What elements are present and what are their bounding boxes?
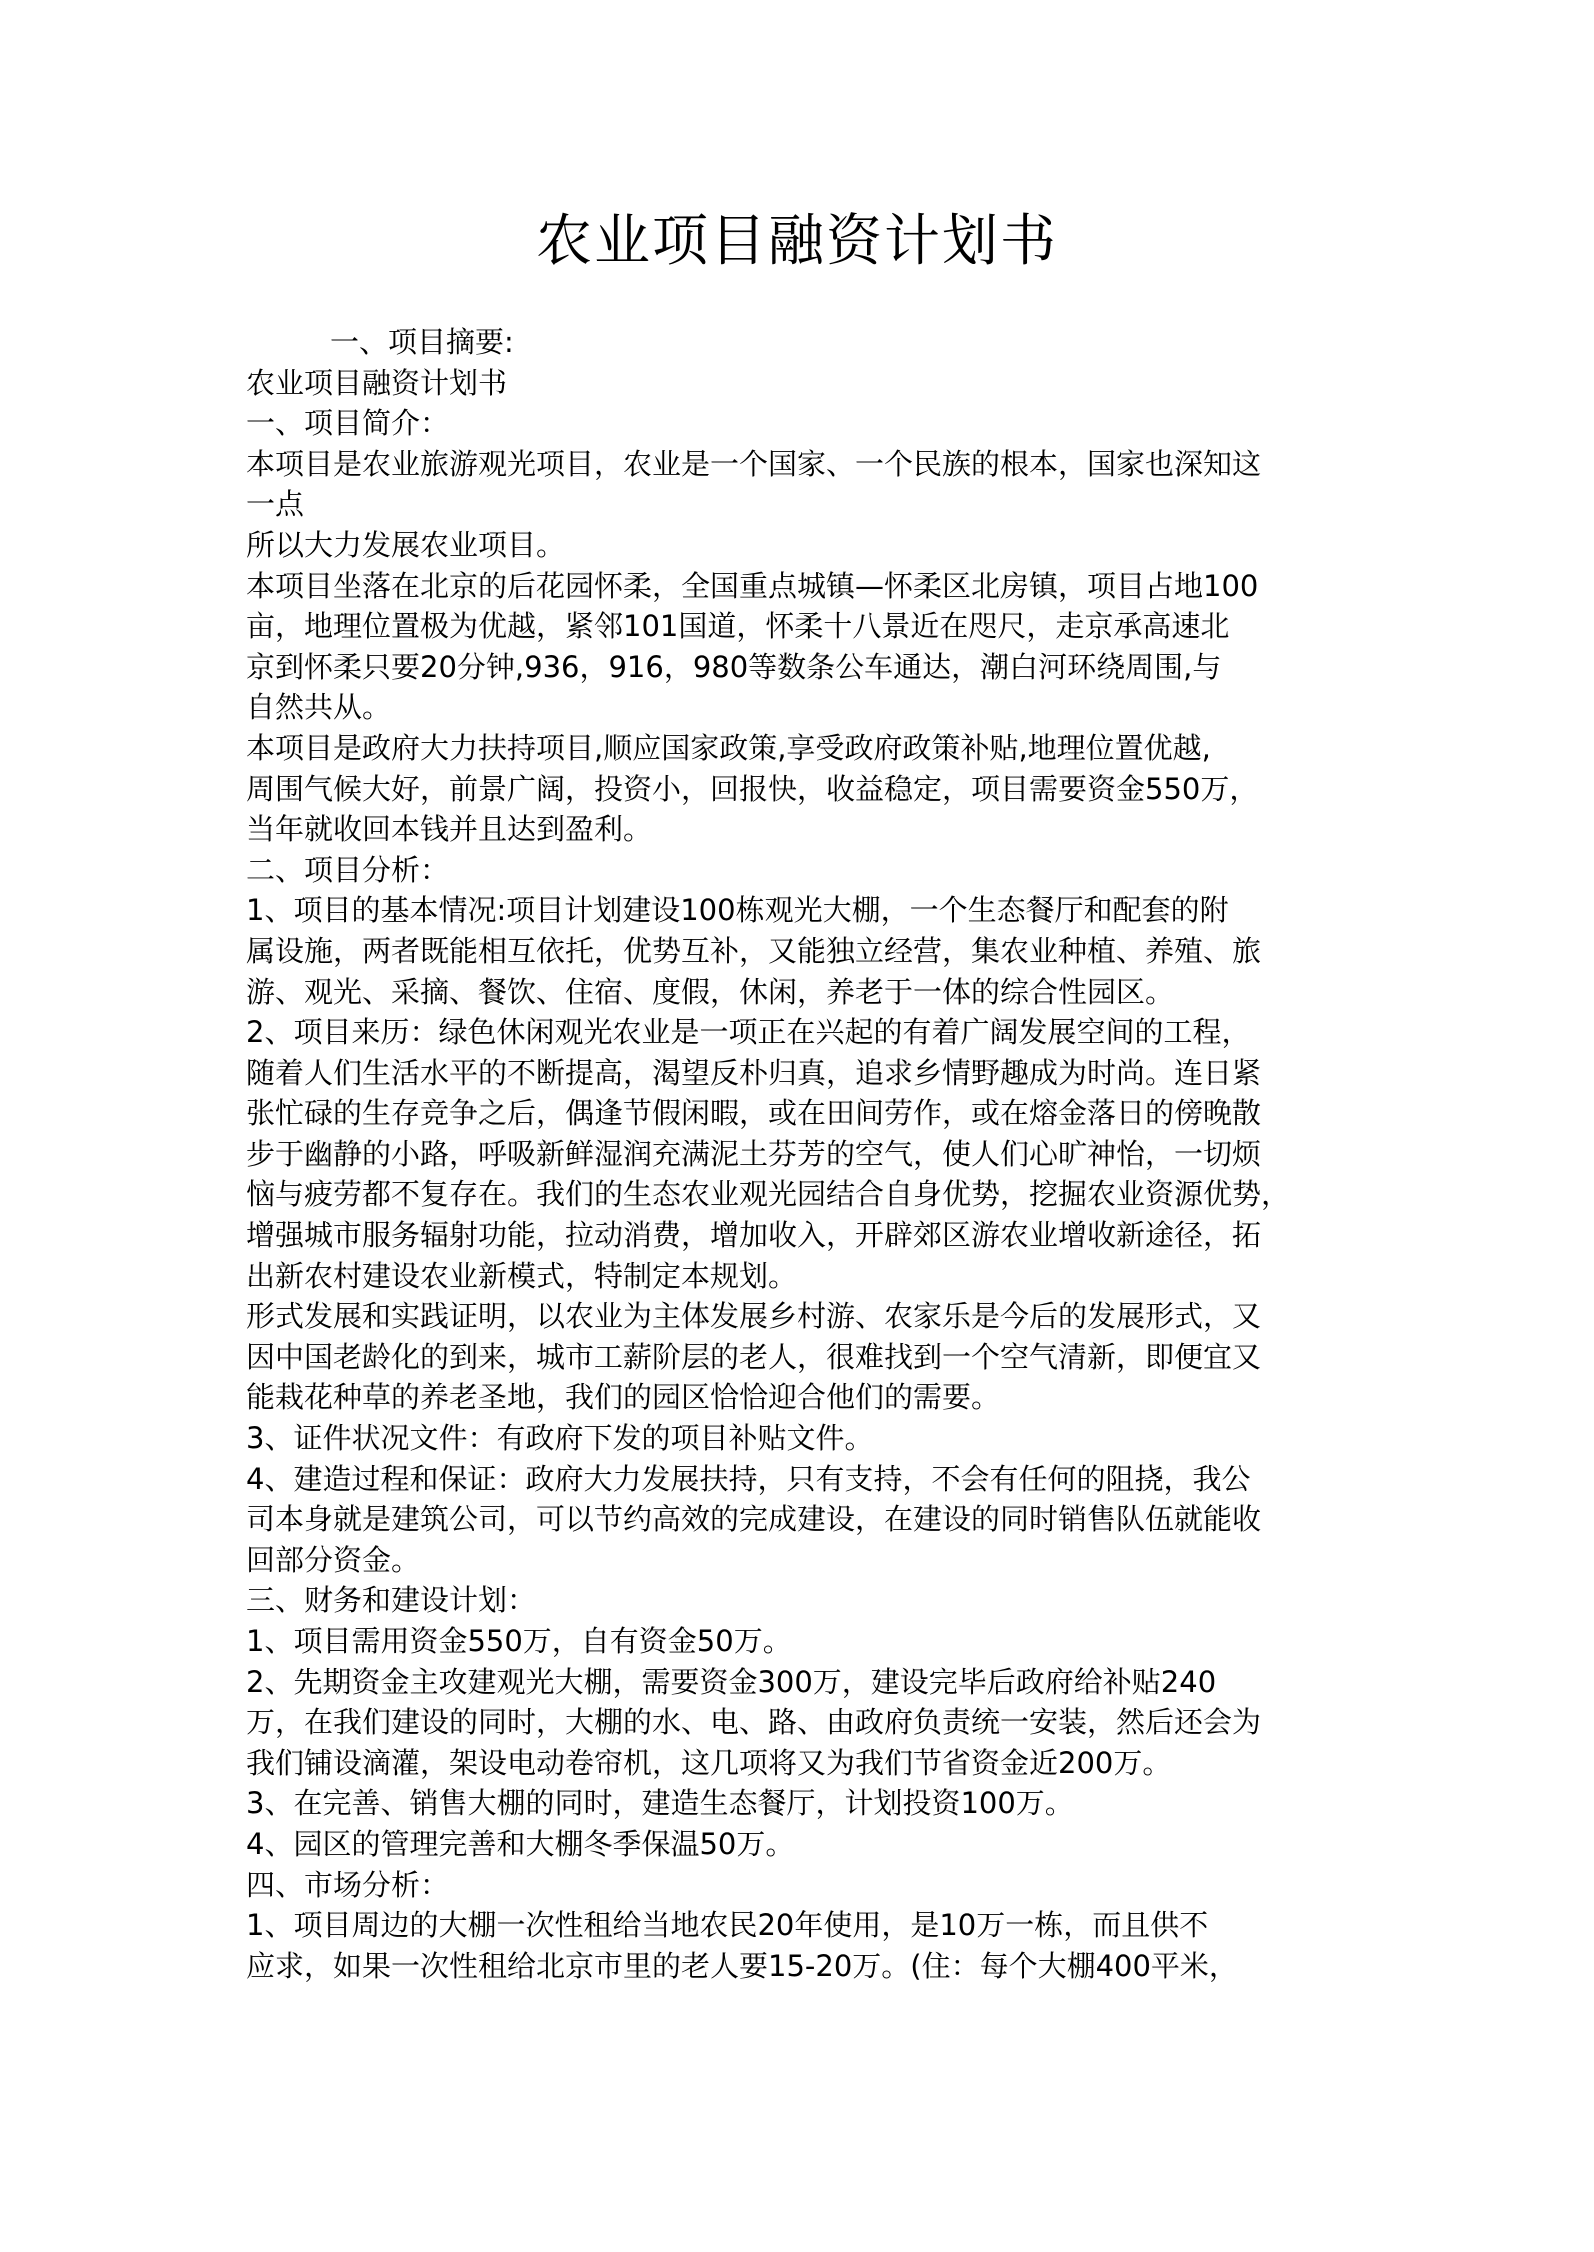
document-body xyxy=(246,322,1356,1986)
body-line: 张忙碌的生存竞争之后，偶逢节假闲暇，或在田间劳作，或在熔金落日的傍晚散 xyxy=(246,1096,1262,1131)
body-line: 农业项目融资计划书 xyxy=(246,365,508,400)
body-line: 司本身就是建筑公司，可以节约高效的完成建设，在建设的同时销售队伍就能收 xyxy=(246,1502,1262,1537)
section-heading-analysis: 二、项目分析： xyxy=(246,852,450,887)
body-line: 本项目坐落在北京的后花园怀柔，全国重点城镇—怀柔区北房镇，项目占地100 xyxy=(246,568,1259,603)
body-line: 4、园区的管理完善和大棚冬季保温50万。 xyxy=(246,1826,795,1861)
body-line: 3、在完善、销售大棚的同时，建造生态餐厅，计划投资100万。 xyxy=(246,1786,1074,1821)
body-line: 能栽花种草的养老圣地，我们的园区恰恰迎合他们的需要。 xyxy=(246,1380,1001,1415)
body-line: 自然共从。 xyxy=(246,690,392,725)
section-heading-intro: 一、项目简介： xyxy=(246,406,450,441)
document-title: 农业项目融资计划书 xyxy=(536,209,1058,274)
body-line: 一点 xyxy=(246,487,305,522)
body-line: 所以大力发展农业项目。 xyxy=(246,527,566,562)
body-line: 形式发展和实践证明，以农业为主体发展乡村游、农家乐是今后的发展形式，又 xyxy=(246,1299,1262,1334)
section-heading-market: 四、市场分析： xyxy=(246,1867,450,1902)
body-line: 回部分资金。 xyxy=(246,1542,421,1577)
body-line: 游、观光、采摘、餐饮、住宿、度假，休闲，养老于一体的综合性园区。 xyxy=(246,974,1175,1009)
section-heading-summary: 一、项目摘要: xyxy=(330,325,514,359)
body-line: 周围气候大好，前景广阔，投资小，回报快，收益稳定，项目需要资金550万， xyxy=(246,771,1259,806)
body-line: 步于幽静的小路，呼吸新鲜湿润充满泥土芬芳的空气，使人们心旷神怡，一切烦 xyxy=(246,1136,1262,1171)
body-line: 2、项目来历：绿色休闲观光农业是一项正在兴起的有着广阔发展空间的工程， xyxy=(246,1015,1251,1050)
body-line: 本项目是农业旅游观光项目，农业是一个国家、一个民族的根本，国家也深知这 xyxy=(246,446,1262,481)
body-line: 京到怀柔只要20分钟,936，916，980等数条公车通达，潮白河环绕周围,与 xyxy=(246,649,1222,684)
body-line: 恼与疲劳都不复存在。我们的生态农业观光园结合自身优势，挖掘农业资源优势， xyxy=(246,1177,1291,1212)
body-line: 应求，如果一次性租给北京市里的老人要15-20万。(住：每个大棚400平米， xyxy=(246,1948,1238,1983)
body-line: 出新农村建设农业新模式，特制定本规划。 xyxy=(246,1258,798,1293)
body-line: 增强城市服务辐射功能，拉动消费，增加收入，开辟郊区游农业增收新途径，拓 xyxy=(246,1218,1262,1253)
body-line: 4、建造过程和保证：政府大力发展扶持，只有支持，不会有任何的阻挠，我公 xyxy=(246,1461,1251,1496)
body-line: 因中国老龄化的到来，城市工薪阶层的老人，很难找到一个空气清新，即便宜又 xyxy=(246,1339,1262,1374)
body-line: 1、项目需用资金550万，自有资金50万。 xyxy=(246,1624,792,1658)
section-heading-finance: 三、财务和建设计划： xyxy=(246,1583,537,1618)
body-line: 亩，地理位置极为优越，紧邻101国道，怀柔十八景近在咫尺，走京承高速北 xyxy=(246,609,1230,644)
body-line: 随着人们生活水平的不断提高，渴望反朴归真，追求乡情野趣成为时尚。连日紧 xyxy=(246,1055,1262,1090)
body-line: 万，在我们建设的同时，大棚的水、电、路、由政府负责统一安装，然后还会为 xyxy=(246,1705,1262,1740)
body-line: 当年就收回本钱并且达到盈利。 xyxy=(246,812,653,847)
body-line: 1、项目的基本情况:项目计划建设100栋观光大棚，一个生态餐厅和配套的附 xyxy=(246,893,1229,928)
body-line: 我们铺设滴灌，架设电动卷帘机，这几项将又为我们节省资金近200万。 xyxy=(246,1745,1172,1780)
body-line: 2、先期资金主攻建观光大棚，需要资金300万，建设完毕后政府给补贴240 xyxy=(246,1664,1217,1699)
body-line: 1、项目周边的大棚一次性租给当地农民20年使用，是10万一栋，而且供不 xyxy=(246,1908,1209,1943)
body-line: 属设施，两者既能相互依托，优势互补，又能独立经营，集农业种植、养殖、旅 xyxy=(246,933,1262,968)
body-line: 本项目是政府大力扶持项目,顺应国家政策,享受政府政策补贴,地理位置优越, xyxy=(246,730,1211,765)
body-line: 3、证件状况文件：有政府下发的项目补贴文件。 xyxy=(246,1421,874,1456)
